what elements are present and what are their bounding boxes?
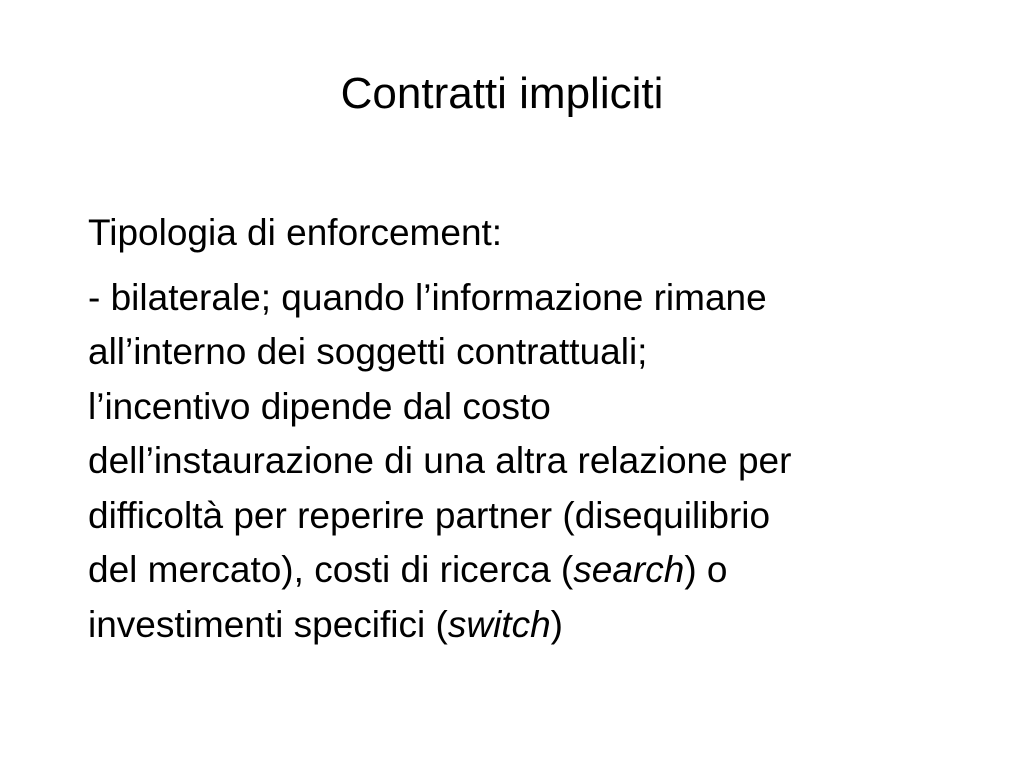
bullet-paragraph (88, 271, 968, 653)
body-heading: Tipologia di enforcement: (88, 212, 503, 253)
slide-body (88, 206, 968, 652)
line-text: ) o (684, 549, 728, 590)
paragraph-line (88, 543, 968, 598)
italic-term-search: search (573, 549, 685, 590)
paragraph-line: all’interno dei soggetti contrattuali; (88, 331, 648, 372)
slide-title: Contratti impliciti (340, 69, 664, 118)
line-text: ) (550, 603, 563, 645)
paragraph-line: dell’instaurazione di una altra relazione per (88, 440, 792, 481)
paragraph-line: l’incentivo dipende dal costo (88, 385, 551, 427)
paragraph-line: difficoltà per reperire partner (disequilibrio (88, 494, 771, 536)
line-text: investimenti specifici ( (88, 603, 448, 645)
paragraph-line (88, 598, 968, 653)
line-text: del mercato), costi di ricerca ( (88, 549, 574, 590)
italic-term-switch: switch (447, 603, 551, 645)
paragraph-line: - bilaterale; quando l’informazione rimane (88, 276, 767, 318)
